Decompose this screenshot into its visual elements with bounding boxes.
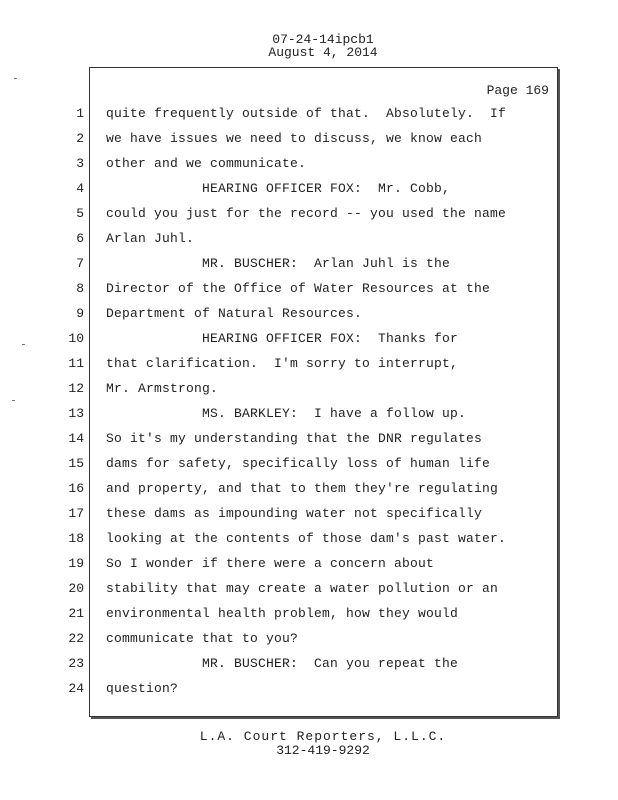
transcript-line: that clarification. I'm sorry to interrupt, xyxy=(106,356,459,371)
line-number: 23 xyxy=(68,656,84,671)
transcript-line: these dams as impounding water not specifically xyxy=(106,506,483,521)
line-number: 21 xyxy=(68,606,84,621)
line-number: 2 xyxy=(76,131,84,146)
transcript-line: we have issues we need to discuss, we know each xyxy=(106,131,483,146)
transcript-line: looking at the contents of those dam's past water. xyxy=(106,531,507,546)
scan-speck xyxy=(12,400,15,401)
transcript-line: Mr. Armstrong. xyxy=(106,381,219,396)
line-number: 15 xyxy=(68,456,84,471)
transcript-line: MR. BUSCHER: Can you repeat the xyxy=(106,656,459,671)
transcript-line: quite frequently outside of that. Absolutely. If xyxy=(106,106,507,121)
transcript-line: Department of Natural Resources. xyxy=(106,306,363,321)
line-number: 12 xyxy=(68,381,84,396)
transcript-line: MS. BARKLEY: I have a follow up. xyxy=(106,406,467,421)
line-number: 7 xyxy=(76,256,84,271)
transcript-line: Arlan Juhl. xyxy=(106,231,195,246)
line-number: 8 xyxy=(76,281,84,296)
footer-phone: 312-419-9292 xyxy=(276,743,370,758)
line-number: 11 xyxy=(68,356,84,371)
line-number: 6 xyxy=(76,231,84,246)
transcript-line: and property, and that to them they're regulating xyxy=(106,481,499,496)
line-number: 3 xyxy=(76,156,84,171)
transcript-line: So it's my understanding that the DNR regulates xyxy=(106,431,483,446)
page-number: Page 169 xyxy=(486,83,549,98)
transcript-line: environmental health problem, how they would xyxy=(106,606,459,621)
line-number: 17 xyxy=(68,506,84,521)
transcript-line: dams for safety, specifically loss of human life xyxy=(106,456,491,471)
transcript-line: MR. BUSCHER: Arlan Juhl is the xyxy=(106,256,451,271)
transcript-line: stability that may create a water pollution or an xyxy=(106,581,499,596)
transcript-line: HEARING OFFICER FOX: Mr. Cobb, xyxy=(106,181,451,196)
transcript-line: HEARING OFFICER FOX: Thanks for xyxy=(106,331,459,346)
scan-speck xyxy=(14,78,17,79)
line-number: 14 xyxy=(68,431,84,446)
line-number: 24 xyxy=(68,681,84,696)
transcript-line: Director of the Office of Water Resources at the xyxy=(106,281,491,296)
line-number: 19 xyxy=(68,556,84,571)
line-number: 18 xyxy=(68,531,84,546)
transcript-line: So I wonder if there were a concern about xyxy=(106,556,435,571)
line-number: 20 xyxy=(68,581,84,596)
transcript-line: communicate that to you? xyxy=(106,631,299,646)
transcript-line: question? xyxy=(106,681,179,696)
footer-company: L.A. Court Reporters, L.L.C. xyxy=(199,729,447,744)
line-number: 1 xyxy=(76,106,84,121)
transcript-line: other and we communicate. xyxy=(106,156,307,171)
transcript-line: could you just for the record -- you used the name xyxy=(106,206,507,221)
line-number: 16 xyxy=(68,481,84,496)
line-number: 4 xyxy=(76,181,84,196)
line-number: 9 xyxy=(76,306,84,321)
scan-speck xyxy=(22,344,25,345)
document-date: August 4, 2014 xyxy=(268,45,378,60)
document-id: 07-24-14ipcb1 xyxy=(272,32,374,47)
line-number: 10 xyxy=(68,331,84,346)
line-number: 13 xyxy=(68,406,84,421)
line-number: 22 xyxy=(68,631,84,646)
line-number: 5 xyxy=(76,206,84,221)
